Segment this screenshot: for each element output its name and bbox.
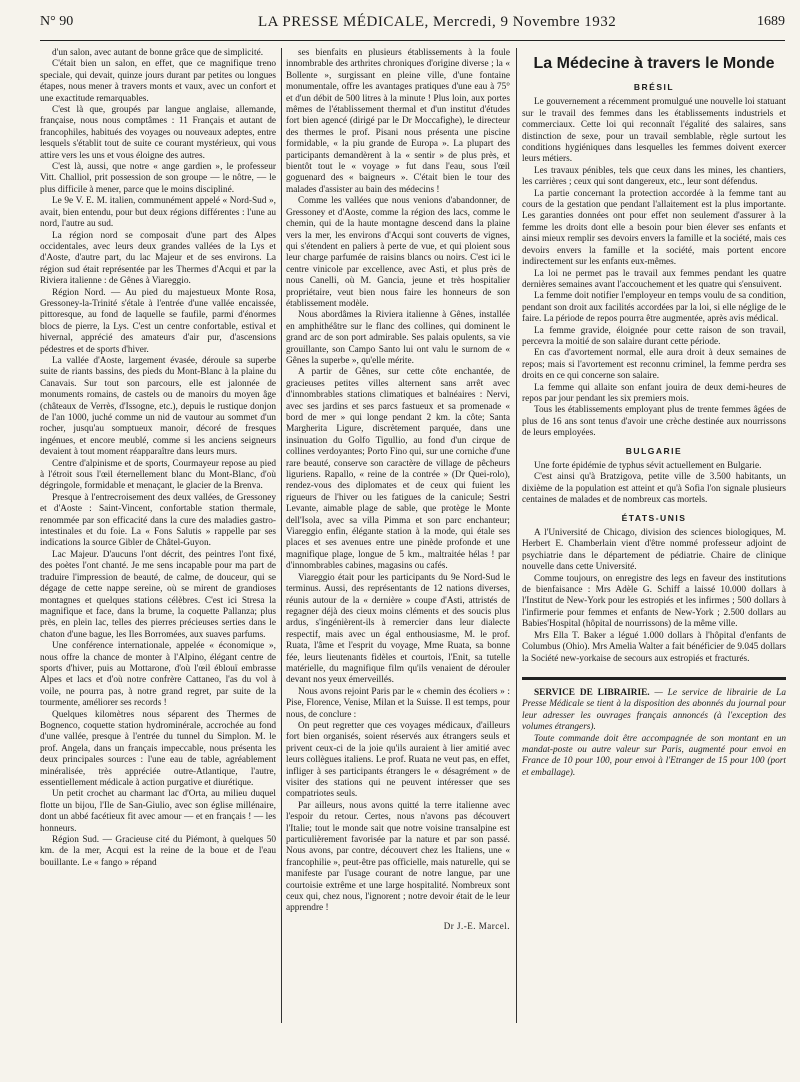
paragraph: Région Sud. — Gracieuse cité du Piémont, à quelques 50 km. de la mer, Acqui est la reine de la boue et de l'eau bouillante. Le « fango » répand	[40, 835, 276, 868]
paragraph: C'est là que, groupés par langue anglaise, allemande, française, nous nous comptâmes : 11 Français et autant de francophiles, habitués des voyages ou nouveaux adeptes, entre lesquels s'établit tout de suite ce courant mystérieux, qui vous attire vers les uns et vous éloigne des autres.	[40, 105, 276, 161]
news-paragraph: A l'Université de Chicago, division des sciences biologiques, M. Herbert E. Chamberlain vient d'être nommé professeur adjoint de psychiatrie dans le département de pédiatrie. Chaire de clinique nouvelle dans cette Université.	[522, 528, 786, 573]
news-paragraph: Tous les établissements employant plus de trente femmes âgées de plus de 16 ans sont tenus d'avoir une crèche destinée aux nourrissons de leurs employées.	[522, 405, 786, 439]
service-paragraph-1: SERVICE DE LIBRAIRIE. — Le service de librairie de La Presse Médicale se tient à la disposition des abonnés du journal pour leur adresser les ouvrages français annoncés (à l'exception des volumes étrangers).	[522, 687, 786, 733]
news-column	[522, 48, 786, 1048]
paragraph: Presque à l'entrecroisement des deux vallées, de Gressoney et d'Aoste : Saint-Vincent, confortable station thermale, renommée par son efficacité dans la cure des maladies gastro-intestinales et du foie. La « Fons Salutis » rappelle par ses indications la source Gibler de Châtel-Guyon.	[40, 492, 276, 549]
news-paragraph: En cas d'avortement normal, elle aura droit à deux semaines de repos; mais si l'avortement est reconnu criminel, la femme perdra ses droits en ce qui concerne son salaire.	[522, 348, 786, 382]
header-rule	[40, 40, 785, 41]
paragraph: Le 9e V. E. M. italien, communément appelé « Nord-Sud », avait, bien entendu, pour but deux régions différentes : l'une au nord, l'autre au sud.	[40, 196, 276, 230]
news-paragraph: La partie concernant la protection accordée à la femme tant au cours de la gestation que pendant l'allaitement est la plus importante. Les garanties données ont pour effet non seulement d'assurer à la femme les droits dont elle a besoin pour bien élever ses enfants et ainsi mieux remplir ses devoirs envers la famille et la société, mais ces devoirs envers la famille et la société, mais portent encore indirectement sur les enfants eux-mêmes.	[522, 188, 786, 268]
section-rule	[522, 677, 786, 680]
paragraph: Nous avons rejoint Paris par le « chemin des écoliers » : Pise, Florence, Venise, Milan et la Suisse. Il est temps, pour nous, de conclure :	[286, 686, 510, 720]
column-divider	[281, 48, 282, 1023]
news-paragraph: Comme toujours, on enregistre des legs en faveur des institutions de bienfaisance : Mrs Adèle G. Schiff a laissé 10.000 dollars à l'Institut de New-York pour les estropiés et les infirmes ; 500 dollars à l'infirmerie pour femmes et enfants de New-York ; 2.500 dollars au Babies'Hospital (hôpital de nourrissons) de la même ville.	[522, 573, 786, 630]
country-heading: BULGARIE	[625, 445, 683, 456]
service-heading: SERVICE DE LIBRAIRIE.	[534, 687, 650, 698]
paragraph: Lac Majeur. D'aucuns l'ont décrit, des peintres l'ont fixé, des poètes l'ont chanté. Je me sens incapable pour ma part de traduire l'impression de beauté, de calme, de douceur, qui se dégage de cette nappe sereine, où se mirent de grandioses montagnes et quelques stations célèbres. C'est ici Stresa la magnifique et face, dans la brume, la coquette Pallanza; plus près, en plein lac, telles des pierres précieuses serties dans le chaton d'une bague, les Iles Borromées, aux suaves parfums.	[40, 549, 276, 640]
paragraph: Quelques kilomètres nous séparent des Thermes de Bognenco, coquette station hydrominérale, accrochée au fond d'une vallée, presque à l'entrée du tunnel du Simplon. M. le prof. Angela, dans un français impeccable, nous présenta les deux principales sources : l'une eau de table, agréablement minéralisée, très appréciée outre-Atlantique, l'autre, essentiellement médicale à action purgative et diurétique.	[40, 709, 276, 788]
issue-number: N° 90	[40, 14, 74, 29]
journal-title: LA PRESSE MÉDICALE, Mercredi, 9 Novembre 1932	[258, 14, 617, 30]
page-number: 1689	[757, 14, 785, 29]
paragraph: La vallée d'Aoste, largement évasée, déroule sa superbe suite de riants bassins, des pieds du Mont-Blanc à la plaine du Canavais. Sur tout son parcours, elle est jalonnée de monuments romains, de castels ou de manoirs du moyen âge (châteaux de Verrès, d'Issogne, etc.), depuis le rustique donjon de l'an 1000, juché comme un nid de vautour au sommet d'un rocher, jusqu'au somptueux manoir, décoré de fresques ingénues, et encore meublé, comme si les anciens seigneurs devaient à tout moment réapparaître dans leurs murs.	[40, 355, 276, 458]
column-divider	[516, 48, 517, 1023]
paragraph: A partir de Gênes, sur cette côte enchantée, de gracieuses petites villes alternent sans arrêt avec d'innombrables stations climatiques et balnéaires : Nervi, avec ses jardins et ses parcs fastueux et sa promenade « bord de mer » qui longe pendant 2 km. la côte; Santa Margherita Ligure, discrètement parquée, dans une insinuation du Golfo Tigullio, au fond d'un cirque de collines verdoyantes; Porto Fino qui, sur une corniche d'une rare beauté, conserve son caractère de village de pêcheurs liguriens. Rapallo, « reine de la contrée » (Dr Quei-rolo), rendez-vous des diplomates et de ceux qui fuient les rigueurs de l'hiver ou les fatigues de la canicule; Sestri Levante, aimable plage de sable, que protège le Monte dell'Isola, avec sa villa Pimma et son parc enchanteur; Viareggio enfin, élégante station à la mode, qui étale ses places et ses avenues entre une pinède profonde et une magnifique plage, longue de 5 km., maltraitée hélas ! par d'innombrables cabines, magasins ou cafés.	[286, 367, 510, 572]
author-signature: Dr J.-E. Marcel.	[443, 920, 510, 931]
paragraph: Une conférence internationale, appelée « économique », nous offre la chance de monter à l'Alpino, élégant centre de sports d'hiver, puis au Mottarone, d'où l'œil éblouï embrasse Alpes et lacs et d'où notre confrère Cattaneo, l'as du vol à voile, ne pourra pas, à notre grand regret, par suite de la tourmente, améliorer ses records !	[40, 641, 276, 709]
news-paragraph: Le gouvernement a récemment promulgué une nouvelle loi statuant sur le travail des femmes dans les établissements industriels et commerciaux. Cette loi qui reconnaît l'égalité des salaires, sans distinction de sexe, pour un travail semblable, règle surtout les conditions hygiéniques dans lesquelles les femmes doivent exercer leurs métiers.	[522, 97, 786, 165]
paragraph: ses bienfaits en plusieurs établissements à la foule innombrable des arthrites chroniques d'origine diverse ; la « Bollente », surgissant en pleine ville, d'une fontaine monumentale, offre les avantages pratiques d'une eau à 75° et d'un débit de 500 litres à la minute ! Plus loin, aux portes mêmes de l'établissement thermal et d'un institut d'études fort bien agencé (dirigé par le Dr Moccafighe), le directeur des thermes le prof. Pisani nous présenta une piscine formidable, « la piu grande de Europa ». La plupart des participants demandèrent à la « sentir » de plus près, et bientôt tout le « voyage » fut dans l'eau, sous l'œil goguenard des « baigneurs ». C'était bien le tour des malades d'assister au bain des médecins !	[286, 48, 510, 195]
service-paragraph-2: Toute commande doit être accompagnée de son montant en un mandat-poste ou autre valeur sur Paris, augmenté pour envoi en France de 10 pour 100, pour envoi à l'Etranger de 15 pour 100 (port et emballage).	[522, 733, 786, 778]
news-paragraph: Mrs Ella T. Baker a légué 1.000 dollars à l'hôpital d'enfants de Columbus (Ohio). Mrs Amelia Walter a fait bénéficier de 9.045 dollars la Société new-yorkaise de secours aux estropiés et fracturés.	[522, 630, 786, 664]
paragraph: C'est là, aussi, que notre « ange gardien », le professeur Vitt. Challiol, prit possession de son groupe — le nôtre, — le plus difficile à mener, parce que le moins discipliné.	[40, 162, 276, 195]
country-heading: BRÉSIL	[633, 82, 675, 92]
article-column-2	[286, 48, 510, 1028]
paragraph: On peut regretter que ces voyages médicaux, d'ailleurs fort bien organisés, soient réservés aux étrangers seuls et privent ceux-ci de la joie qu'ils auraient à lier amitié avec leurs collègues italiens. Le prof. Ruata ne veut pas, en effet, infliger à ses participants étrangers le « désagrément » de visiter des stations qui ne peuvent intéresser que ses compatriotes seuls.	[286, 720, 510, 800]
article-column-1	[40, 48, 276, 1038]
paragraph: Par ailleurs, nous avons quitté la terre italienne avec l'espoir du retour. Certes, nous n'avons pas découvert l'Italie; tout le monde sait que notre voisine transalpine est particulièrement favorisée par la nature et par son passé. Nous avons, par contre, découvert chez les Italiens, une « francophilie », peut-être pas officielle, mais naturelle, qui se manifeste par l'usage courant de notre langue, par une courtoisie extrême et une large hospitalité. Nombreux sont ceux qui, chez nous, l'ignorent ; notre devoir était de le leur apprendre !	[286, 800, 510, 914]
news-paragraph: La femme gravide, éloignée pour cette raison de son travail, percevra la moitié de son salaire durant cette période.	[522, 325, 786, 347]
paragraph: Nous abordâmes la Riviera italienne à Gênes, installée en amphithéâtre sur le flanc des collines, qui dominent le grand arc de son port admirable. Ses palais opulents, sa vie grouillante, son Campo Santo lui ont valu le surnom de « Gênes la superbe », qu'elle mérite.	[286, 310, 510, 366]
news-paragraph: La femme qui allaite son enfant jouira de deux demi-heures de repos par jour pendant les six premiers mois.	[522, 382, 786, 404]
service-notice	[522, 688, 786, 779]
page-header	[40, 14, 785, 38]
news-paragraph: C'est ainsi qu'à Bratzigova, petite ville de 3.500 habitants, un dixième de la population est atteint et qu'à Sofia l'on signale plusieurs centaines de malades et de nombreux cas mortels.	[522, 472, 786, 506]
paragraph: C'était bien un salon, en effet, que ce magnifique treno speciale, qui devait, quinze jours durant par petites ou longues étapes, nous mener à travers monts et vaux, avec un confort et une exactitude remarquables.	[40, 59, 276, 104]
news-paragraph: Les travaux pénibles, tels que ceux dans les mines, les chantiers, les carrières ; ceux qui sont dangereux, etc., leur sont défendus.	[522, 165, 786, 188]
paragraph: Centre d'alpinisme et de sports, Courmayeur repose au pied à l'étroit sous l'œil éternellement blanc du Mont-Blanc, d'où dégringole, formidable et menaçant, le glacier de la Brenva.	[40, 458, 276, 492]
paragraph: Un petit crochet au charmant lac d'Orta, au milieu duquel flotte un bijou, l'Ile de San-Giulio, avec son église millénaire, dont un abbé facétieux fit avec amour — et en français ! — les honneurs.	[40, 789, 276, 834]
paragraph: La région nord se composait d'une part des Alpes occidentales, avec leurs deux grandes vallées de la Lys et d'Aoste, d'autre part, du lac Majeur et de ses environs. La région sud était représentée par les Thermes d'Acqui et par la Riviera italienne : de Gênes à Viareggio.	[40, 230, 276, 287]
paragraph: Comme les vallées que nous venions d'abandonner, de Gressoney et d'Aoste, comme la région des lacs, comme le chemin, qui de la haute montagne descend dans la plaine vers la mer, les environs d'Acqui sont couverts de vignes, qui s'étendent en paliers à perte de vue, et qui ploient sous leur charge parfumée de raisins blancs ou noirs. C'est ici le centre vinicole par excellence, avec Asti, et plus près de nous Canelli, où M. Gancia, jeune et très hospitalier propriétaire, veut bien nous faire les honneurs de son établissement modèle.	[286, 196, 510, 309]
news-paragraph: Une forte épidémie de typhus sévit actuellement en Bulgarie.	[534, 461, 762, 471]
paragraph: d'un salon, avec autant de bonne grâce que de simplicité.	[52, 48, 264, 58]
news-paragraph: La loi ne permet pas le travail aux femmes pendant les quatre dernières semaines avant l'accouchement et les quatre qui s'ensuivent.	[522, 268, 786, 290]
news-paragraph: La femme doit notifier l'employeur en temps voulu de sa condition, pendant son droit aux facilités accordées par la loi, si elle néglige de le faire. La période de repos pourra être augmentée, après avis médical.	[522, 291, 786, 325]
country-heading: ÉTATS-UNIS	[621, 512, 687, 523]
paragraph: Viareggio était pour les participants du 9e Nord-Sud le terminus. Aussi, des représentants de 12 nations diverses, réunis autour de la « dernière » coupe d'Asti, attristés de regagner déjà des cieux moins cléments et des soucis plus ardus, s'ingénièrent-ils à remercier dans leur dialecte respectif, mais avec un égal enthousiasme, M. le prof. Ruata, l'âme et l'esprit du voyage, Mme Ruata, sa bonne fée, leurs lieutenants fidèles et courtois, l'Enit, sa tutelle matérielle, du magnifique film qu'ils venaient de dérouler devant nos yeux émerveillés.	[286, 572, 510, 686]
paragraph: Région Nord. — Au pied du majestueux Monte Rosa, Gressoney-la-Trinité s'étale à l'entrée d'une vallée encaissée, pittoresque, au fond de laquelle se faufile, parmi d'énormes blocs de pierre, la Lys. C'est un centre confortable, estival et hivernal, apprécié des amateurs d'air pur, d'ascensions pédestres et de sports d'hiver.	[40, 287, 276, 355]
section-title: La Médecine à travers le Monde	[533, 55, 775, 72]
